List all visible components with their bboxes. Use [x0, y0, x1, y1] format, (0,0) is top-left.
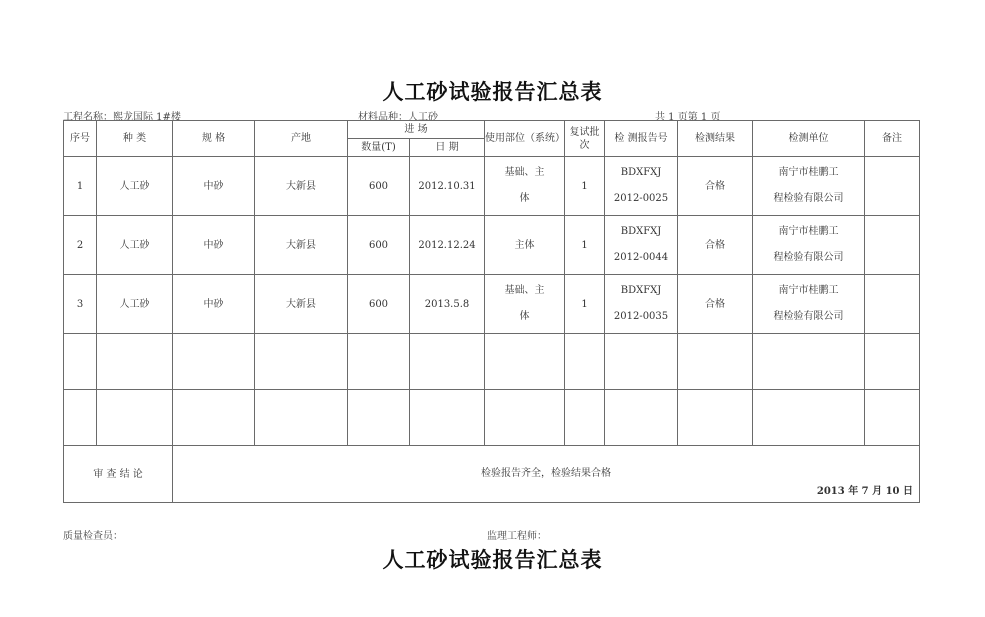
empty-cell [173, 390, 255, 446]
header-entry: 进 场 [348, 121, 485, 139]
header-type: 种 类 [97, 121, 173, 157]
cell-type: 人工砂 [97, 275, 173, 334]
empty-cell [605, 334, 678, 390]
cell-remark [865, 275, 920, 334]
empty-cell [605, 390, 678, 446]
conclusion-row [64, 446, 920, 503]
cell-seq: 3 [64, 275, 97, 334]
cell-result: 合格 [678, 275, 753, 334]
empty-cell [255, 390, 348, 446]
cell-seq: 1 [64, 157, 97, 216]
report-title-repeat: 人工砂试验报告汇总表 [382, 548, 603, 572]
cell-unit-line1: 南宁市桂鹏工 [778, 226, 839, 237]
cell-location-line1: 基础、主 [504, 285, 545, 296]
cell-origin: 大新县 [255, 157, 348, 216]
empty-cell [97, 390, 173, 446]
header-origin: 产地 [255, 121, 348, 157]
quality-inspector-label: 质量检查员： [63, 531, 123, 542]
empty-cell [348, 390, 410, 446]
cell-seq: 2 [64, 216, 97, 275]
conclusion-text: 检验报告齐全，检验结果合格 [481, 468, 611, 479]
cell-unit-line1: 南宁市桂鹏工 [778, 285, 839, 296]
cell-location-line2: 体 [519, 311, 530, 322]
page-count: 共 1 页第 1 页 [655, 112, 721, 123]
header-spec: 规 格 [173, 121, 255, 157]
header-unit: 检测单位 [753, 121, 865, 157]
cell-unit-line2: 程检验有限公司 [773, 193, 844, 204]
cell-retest: 1 [565, 157, 605, 216]
cell-remark [865, 157, 920, 216]
cell-date: 2012.10.31 [410, 157, 485, 216]
cell-report-line2: 2012-0025 [613, 193, 669, 204]
cell-origin: 大新县 [255, 216, 348, 275]
empty-cell [678, 334, 753, 390]
cell-result: 合格 [678, 157, 753, 216]
cell-result: 合格 [678, 216, 753, 275]
cell-location [485, 275, 565, 334]
project-name: 工程名称：熙龙国际 1#楼 [63, 112, 181, 123]
conclusion-date: 2013 年 7 月 10 日 [816, 486, 913, 497]
material-type: 材料品种：人工砂 [358, 112, 438, 123]
empty-cell [97, 334, 173, 390]
empty-cell [410, 334, 485, 390]
cell-report-line2: 2012-0035 [613, 311, 669, 322]
cell-retest: 1 [565, 275, 605, 334]
summary-table [63, 120, 920, 503]
empty-cell [865, 390, 920, 446]
empty-cell [485, 334, 565, 390]
report-title: 人工砂试验报告汇总表 [382, 80, 603, 104]
cell-report-line1: BDXFXJ [620, 226, 662, 237]
header-result: 检测结果 [678, 121, 753, 157]
empty-cell [64, 334, 97, 390]
cell-unit-line1: 南宁市桂鹏工 [778, 167, 839, 178]
cell-unit-line2: 程检验有限公司 [773, 252, 844, 263]
conclusion-label: 审 查 结 论 [64, 446, 173, 503]
cell-location: 主体 [485, 216, 565, 275]
header-remark: 备注 [865, 121, 920, 157]
cell-remark [865, 216, 920, 275]
empty-cell [678, 390, 753, 446]
supervisor-label: 监理工程师： [487, 531, 547, 542]
empty-cell [485, 390, 565, 446]
cell-report-no [605, 157, 678, 216]
cell-type: 人工砂 [97, 157, 173, 216]
empty-cell [255, 334, 348, 390]
header-date: 日 期 [410, 139, 485, 157]
cell-report-line1: BDXFXJ [620, 167, 662, 178]
cell-date: 2012.12.24 [410, 216, 485, 275]
empty-cell [348, 334, 410, 390]
cell-retest: 1 [565, 216, 605, 275]
cell-spec: 中砂 [173, 157, 255, 216]
header-seq: 序号 [64, 121, 97, 157]
cell-qty: 600 [348, 216, 410, 275]
empty-cell [865, 334, 920, 390]
header-qty: 数量(T) [348, 139, 410, 157]
empty-cell [64, 390, 97, 446]
table-row-empty [64, 334, 920, 390]
cell-location-line1: 基础、主 [504, 167, 545, 178]
cell-unit [753, 216, 865, 275]
cell-unit-line2: 程检验有限公司 [773, 311, 844, 322]
table-header-row [64, 121, 920, 139]
cell-report-no [605, 216, 678, 275]
cell-location [485, 157, 565, 216]
cell-origin: 大新县 [255, 275, 348, 334]
table-row [64, 157, 920, 216]
cell-qty: 600 [348, 157, 410, 216]
conclusion-cell [173, 446, 920, 503]
cell-date: 2013.5.8 [410, 275, 485, 334]
header-retest: 复试批次 [565, 121, 605, 157]
header-report-no: 检 测报告号 [605, 121, 678, 157]
empty-cell [410, 390, 485, 446]
empty-cell [565, 390, 605, 446]
empty-cell [753, 334, 865, 390]
table-row [64, 275, 920, 334]
cell-unit [753, 157, 865, 216]
cell-report-line2: 2012-0044 [613, 252, 669, 263]
cell-qty: 600 [348, 275, 410, 334]
header-location: 使用部位（系统） [485, 121, 565, 157]
empty-cell [753, 390, 865, 446]
table-row [64, 216, 920, 275]
cell-unit [753, 275, 865, 334]
table-row-empty [64, 390, 920, 446]
cell-report-no [605, 275, 678, 334]
cell-type: 人工砂 [97, 216, 173, 275]
cell-spec: 中砂 [173, 216, 255, 275]
cell-spec: 中砂 [173, 275, 255, 334]
empty-cell [173, 334, 255, 390]
cell-location-line2: 体 [519, 193, 530, 204]
empty-cell [565, 334, 605, 390]
cell-report-line1: BDXFXJ [620, 285, 662, 296]
